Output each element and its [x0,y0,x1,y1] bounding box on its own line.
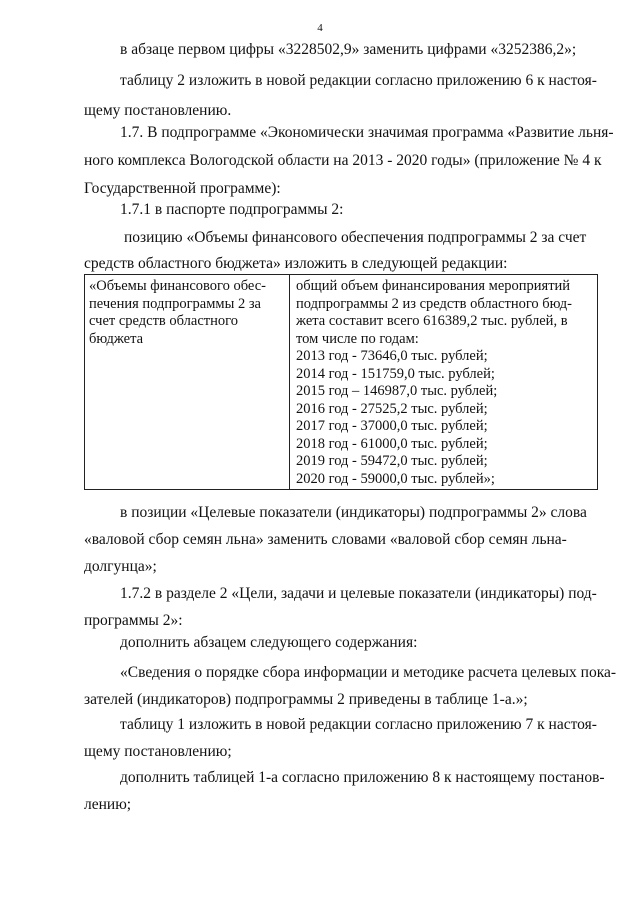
text-line: программы 2»: [84,612,183,629]
table-text-line: «Объемы финансового обес- [89,278,266,294]
table-text-line: счет средств областного [89,313,238,329]
table-year-line: 2014 год - 151759,0 тыс. рублей; [296,365,495,382]
table-text-line: подпрограммы 2 из средств областного бюд- [296,295,572,312]
paragraph-5 [84,225,598,277]
text-line: долгунца»; [84,558,157,575]
table-text-line: печения подпрограммы 2 за [89,295,261,312]
table-text-line: жета составит всего 616389,2 тыс. рублей, в [296,313,568,329]
table-year-line: 2013 год - 73646,0 тыс. рублей; [296,348,488,364]
text-line: 1.7.2 в разделе 2 «Цели, задачи и целевые показатели (индикаторы) под- [120,585,597,602]
text-line: «Сведения о порядке сбора информации и методике расчета целевых пока- [120,664,617,681]
paragraph-2 [84,66,598,126]
paragraph-8 [120,633,598,652]
table-year-line: 2018 год - 61000,0 тыс. рублей; [296,435,488,452]
text-line: «валовой сбор семян льна» заменить словами «валовой сбор семян льна- [84,531,567,548]
text-line: зателей (индикаторов) подпрограммы 2 приведены в таблице 1-а.»; [84,691,528,708]
table-cell-label [85,275,290,489]
text-line: 1.7.1 в паспорте подпрограммы 2: [120,201,344,218]
text-line: щему постановлению. [84,102,232,119]
text-line: ного комплекса Вологодской области на 2013 - 2020 годы» (приложение № 4 к [84,152,602,169]
text-line: лению; [84,796,132,813]
paragraph-11 [84,764,605,818]
table-text-line: том числе по годам: [296,330,419,347]
paragraph-7 [84,580,598,634]
table-year-line: 2017 год - 37000,0 тыс. рублей; [296,418,488,434]
funding-table [84,274,598,490]
text-line: щему постановлению; [84,743,232,760]
text-line: таблицу 1 изложить в новой редакции согласно приложению 7 к настоя- [120,716,597,733]
text-line: в абзаце первом цифры «3228502,9» заменить цифрами «3252386,2»; [120,41,577,58]
page-number: 4 [317,22,323,34]
text-line: в позиции «Целевые показатели (индикаторы) подпрограммы 2» слова [120,504,587,521]
table-text-line: бюджета [89,330,144,347]
text-line: Государственной программе): [84,180,281,197]
text-line: дополнить абзацем следующего содержания: [120,634,418,651]
text-line: позицию «Объемы финансового обеспечения подпрограммы 2 за счет [124,229,587,246]
paragraph-3 [84,119,614,203]
text-line: средств областного бюджета» изложить в следующей редакции: [84,255,508,272]
table-year-line: 2020 год - 59000,0 тыс. рублей»; [296,470,495,487]
paragraph-1 [120,40,598,59]
text-line: 1.7. В подпрограмме «Экономически значимая программа «Развитие льня- [120,124,614,141]
text-line: дополнить таблицей 1-а согласно приложению 8 к настоящему постанов- [120,769,605,786]
table-year-line: 2015 год – 146987,0 тыс. рублей; [296,383,498,399]
table-year-line: 2016 год - 27525,2 тыс. рублей; [296,400,488,417]
paragraph-6 [84,499,598,580]
table-text-line: общий объем финансирования мероприятий [296,278,571,294]
text-line: таблицу 2 изложить в новой редакции согласно приложению 6 к настоя- [120,72,597,89]
paragraph-9 [84,659,617,713]
table-year-line: 2019 год - 59472,0 тыс. рублей; [296,453,488,469]
paragraph-4 [120,200,598,219]
table-cell-value [290,275,597,489]
paragraph-10 [84,711,598,765]
